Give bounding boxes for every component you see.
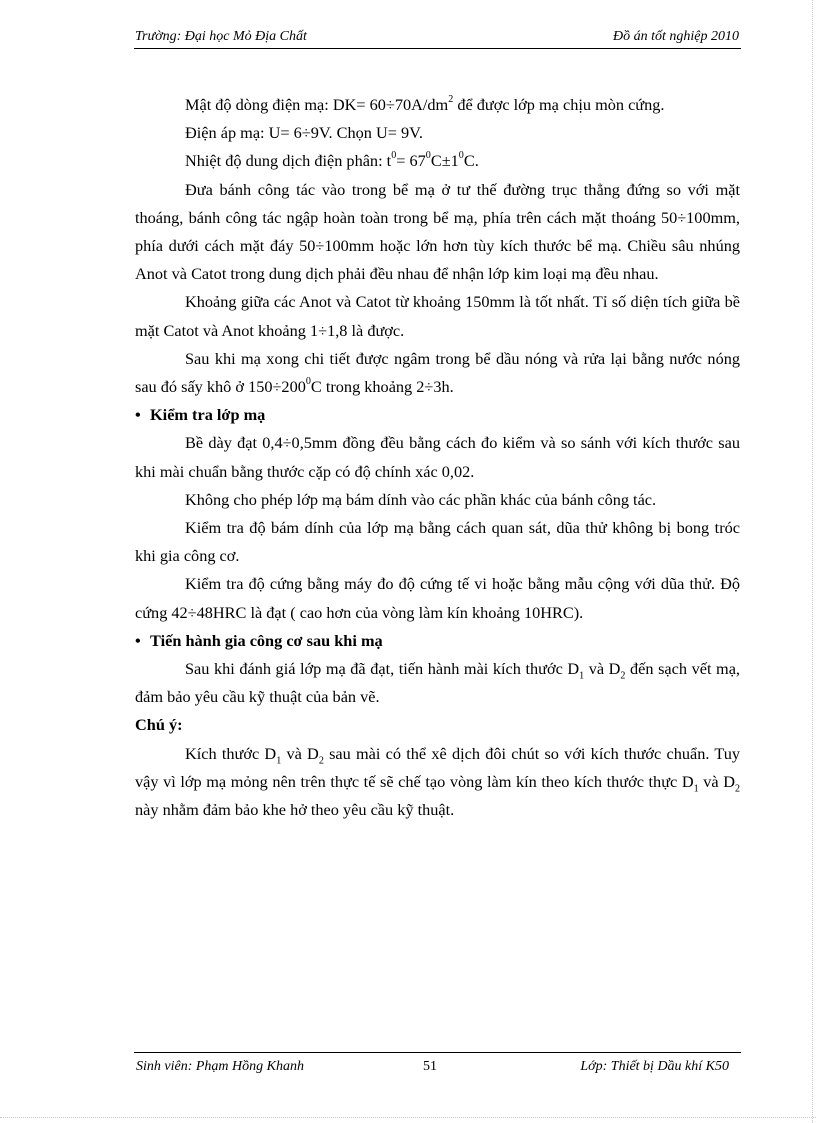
paragraph-current-density: Mật độ dòng điện mạ: $DK= 60\div 70A/dm^2$ để được lớp mạ chịu mòn cứng. bbox=[185, 94, 665, 114]
paragraph-post-plating: Sau khi mạ xong chi tiết được ngâm trong bể dầu nóng và rửa lại bằng nước nóng sau đó sấy khô ở $150\div 200^0C$ trong khoảng 2÷3h. bbox=[135, 348, 740, 397]
paragraph-grinding: Sau khi đánh giá lớp mạ đã đạt, tiến hành mài kích thước $D_1$ và $D_2$ đến sạch vết mạ, đảm bảo yêu cầu kỹ thuật của bản vẽ. bbox=[135, 659, 740, 707]
paragraph-no-adhesion: Không cho phép lớp mạ bám dính vào các phần khác của bánh công tác. bbox=[185, 489, 657, 509]
paragraph-adhesion-check: Kiểm tra độ bám dính của lớp mạ bằng cách quan sát, dũa thử không bị bong tróc khi gia công cơ. bbox=[135, 518, 740, 566]
paragraph-temperature: Nhiệt độ dung dịch điện phân: $t^0= 67^0C\pm 1^0C$. bbox=[185, 150, 479, 171]
bullet-icon: • bbox=[135, 405, 141, 425]
paragraph-immersion: Đưa bánh công tác vào trong bể mạ ở tư thế đường trục thẳng đứng so với mặt thoáng, bánh công tác ngập hoàn toàn trong bể mạ, phía trên cách mặt thoáng 50÷100mm, phía dưới cách mặt đáy 50÷100mm hoặc lớn hơn tùy kích thước bể mạ. Chiều sâu nhúng Anot và Catot trong dung dịch phải đều nhau để nhận lớp kim loại mạ đều nhau. bbox=[135, 179, 740, 284]
page-header bbox=[134, 28, 741, 49]
footer-student: Sinh viên: Phạm Hồng Khanh bbox=[136, 1059, 304, 1074]
heading-check-plating: • Kiểm tra lớp mạ bbox=[135, 401, 740, 429]
paragraph-thickness: Bề dày đạt 0,4÷0,5mm đồng đều bằng cách đo kiểm và so sánh với kích thước sau khi mài chuẩn bằng thước cặp có độ chính xác 0,02. bbox=[135, 433, 740, 481]
paragraph-voltage: Điện áp mạ: U= 6÷9V. Chọn U= 9V. bbox=[185, 123, 423, 143]
paragraph-hardness: Kiểm tra độ cứng bằng máy đo độ cứng tế vi hoặc bằng mẫu cộng với dũa thử. Độ cứng 42÷48HRC là đạt ( cao hơn của vòng làm kín khoảng 10HRC). bbox=[135, 574, 740, 622]
note-label: Chú ý: bbox=[135, 715, 183, 735]
document-body bbox=[135, 91, 740, 824]
page-number: 51 bbox=[423, 1059, 437, 1074]
header-school: Trường: Đại học Mỏ Địa Chất bbox=[135, 29, 307, 44]
paragraph-anode-cathode: Khoảng giữa các Anot và Catot từ khoảng 150mm là tốt nhất. Tỉ số diện tích giữa bề mặt Catot và Anot khoảng 1÷1,8 là được. bbox=[135, 292, 740, 340]
header-thesis-year: Đồ án tốt nghiệp 2010 bbox=[613, 29, 739, 44]
bullet-icon: • bbox=[135, 630, 141, 650]
footer-class: Lớp: Thiết bị Dầu khí K50 bbox=[580, 1059, 729, 1074]
paragraph-note: Kích thước $D_1$ và $D_2$ sau mài có thể xê dịch đôi chút so với kích thước chuẩn. Tuy vậy vì lớp mạ mỏng nên trên thực tế sẽ chế tạo vòng làm kín theo kích thước thực $D_1$ và $D_2$ này nhằm đảm bảo khe hở theo yêu cầu kỹ thuật. bbox=[135, 743, 741, 820]
page-edge-right bbox=[812, 0, 814, 1123]
heading-machining: • Tiến hành gia công cơ sau khi mạ bbox=[135, 627, 740, 655]
page-edge-bottom bbox=[0, 1117, 816, 1119]
page-footer bbox=[134, 1052, 741, 1077]
